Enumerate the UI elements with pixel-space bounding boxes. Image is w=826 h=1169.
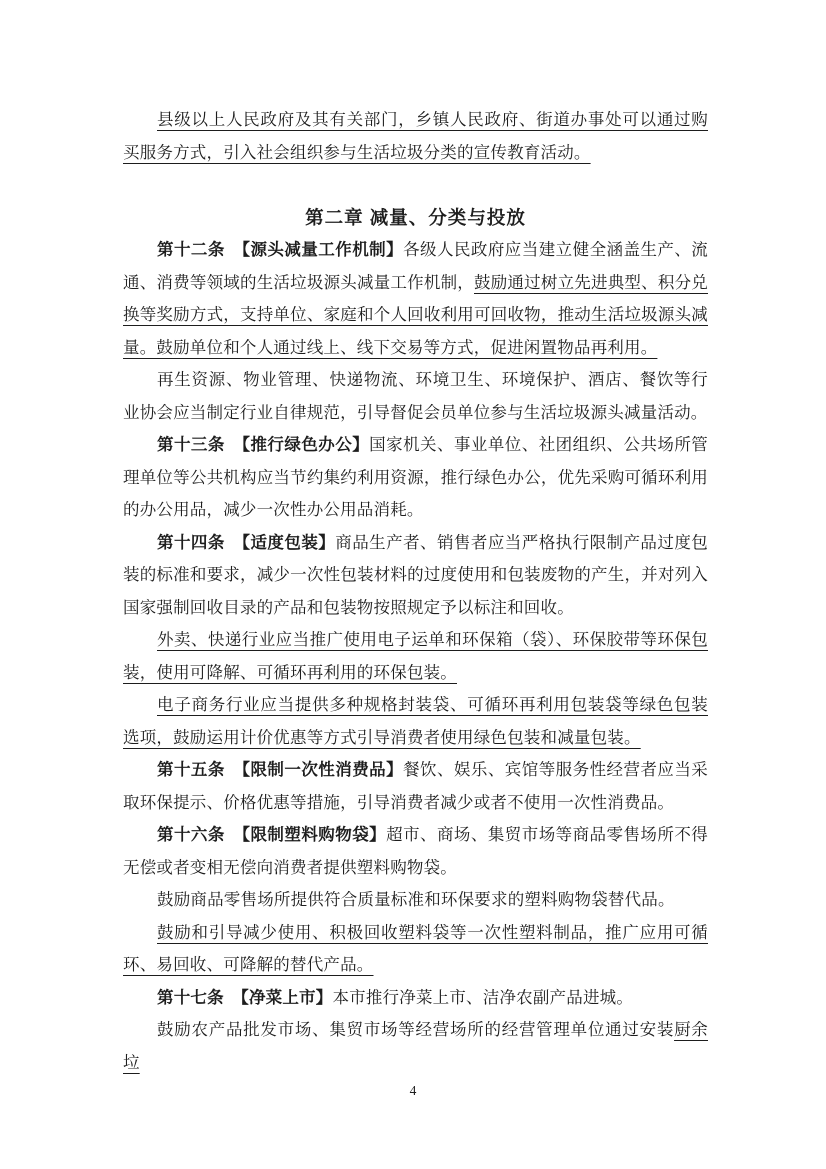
text-run: 第十二条 【源头减量工作机制】 [157, 241, 404, 259]
underlined-text-run: 外卖、快递行业应当推广使用电子运单和环保箱（袋）、环保胶带等环保包装，使用可降解、可循环再利用的环保包装。 [123, 630, 708, 682]
paragraph-7 [123, 624, 708, 689]
paragraph-8 [123, 689, 708, 754]
underlined-text-run: 鼓励和引导减少使用、积极回收塑料袋等一次性塑料制品，推广应用可循环、易回收、可降解的替代产品。 [123, 922, 708, 974]
chapter-heading [123, 202, 708, 235]
text-run: 第十五条 【限制一次性消费品】 [157, 761, 404, 779]
text-run: 第十四条 【适度包装】 [157, 533, 336, 552]
text-run: 超市、商场、集贸市场等商品零售场所不得无偿或者变相无偿向消费者提供塑料购物袋。 [123, 825, 708, 877]
text-run: 各级人民政府应当建立健全涵盖生产、流通、消费等领域的生活垃圾源头减量工作机制， [123, 240, 709, 292]
text-run: 第十七条 【净菜上市】 [157, 988, 333, 1007]
paragraph-11 [123, 884, 708, 917]
text-run: 鼓励农产品批发市场、集贸市场等经营场所的经营管理单位通过安装 [157, 1020, 675, 1039]
paragraph-12 [123, 917, 708, 982]
text-run: 鼓励商品零售场所提供符合质量标准和环保要求的塑料购物袋替代品。 [157, 890, 675, 909]
text-run: 第十三条 【推行绿色办公】 [157, 436, 370, 454]
underlined-text-run: 电子商务行业应当提供多种规格封装袋、可循环再利用包装袋等绿色包装选项，鼓励运用计价优惠等方式引导消费者使用绿色包装和减量包装。 [123, 695, 708, 747]
underlined-text-run: 县级以上人民政府及其有关部门，乡镇人民政府、街道办事处可以通过购买服务方式，引入社会组织参与生活垃圾分类的宣传教育活动。 [123, 110, 708, 162]
underlined-text-run: 厨余垃 [123, 1020, 708, 1072]
paragraph-13 [123, 982, 708, 1015]
paragraph-9 [123, 754, 708, 819]
text-run: 本市推行净菜上市、洁净农副产品进城。 [332, 987, 634, 1007]
paragraph-1 [123, 104, 708, 169]
paragraph-5 [123, 429, 708, 527]
underlined-text-run: 鼓励通过树立先进典型、积分兑换等奖励方式，支持单位、家庭和个人回收利用可回收物，推动生活垃圾源头减量。鼓励单位和个人通过线上、线下交易等方式，促进闲置物品再利用。 [123, 272, 708, 357]
text-run: 再生资源、物业管理、快递物流、环境卫生、环境保护、酒店、餐饮等行业协会应当制定行业自律规范，引导督促会员单位参与生活垃圾源头减量活动。 [123, 370, 708, 422]
paragraph-10 [123, 819, 708, 884]
text-run: 第十六条 【限制塑料购物袋】 [157, 826, 387, 844]
page-number: 4 [409, 1083, 417, 1098]
paragraph-6 [123, 527, 708, 625]
paragraph-3 [123, 234, 708, 364]
document-body [123, 104, 708, 1079]
paragraph-4 [123, 364, 708, 429]
text-run: 餐饮、娱乐、宾馆等服务性经营者应当采取环保提示、价格优惠等措施，引导消费者减少或者不使用一次性消费品。 [123, 760, 709, 812]
text-run: 商品生产者、销售者应当严格执行限制产品过度包装的标准和要求，减少一次性包装材料的过度使用和包装废物的产生，并对列入国家强制回收目录的产品和包装物按照规定予以标注和回收。 [123, 532, 708, 617]
text-run: 第二章 减量、分类与投放 [305, 206, 526, 228]
paragraph-14 [123, 1014, 708, 1079]
text-run: 国家机关、事业单位、社团组织、公共场所管理单位等公共机构应当节约集约利用资源，推行绿色办公，优先采购可循环利用的办公用品，减少一次性办公用品消耗。 [123, 435, 709, 519]
